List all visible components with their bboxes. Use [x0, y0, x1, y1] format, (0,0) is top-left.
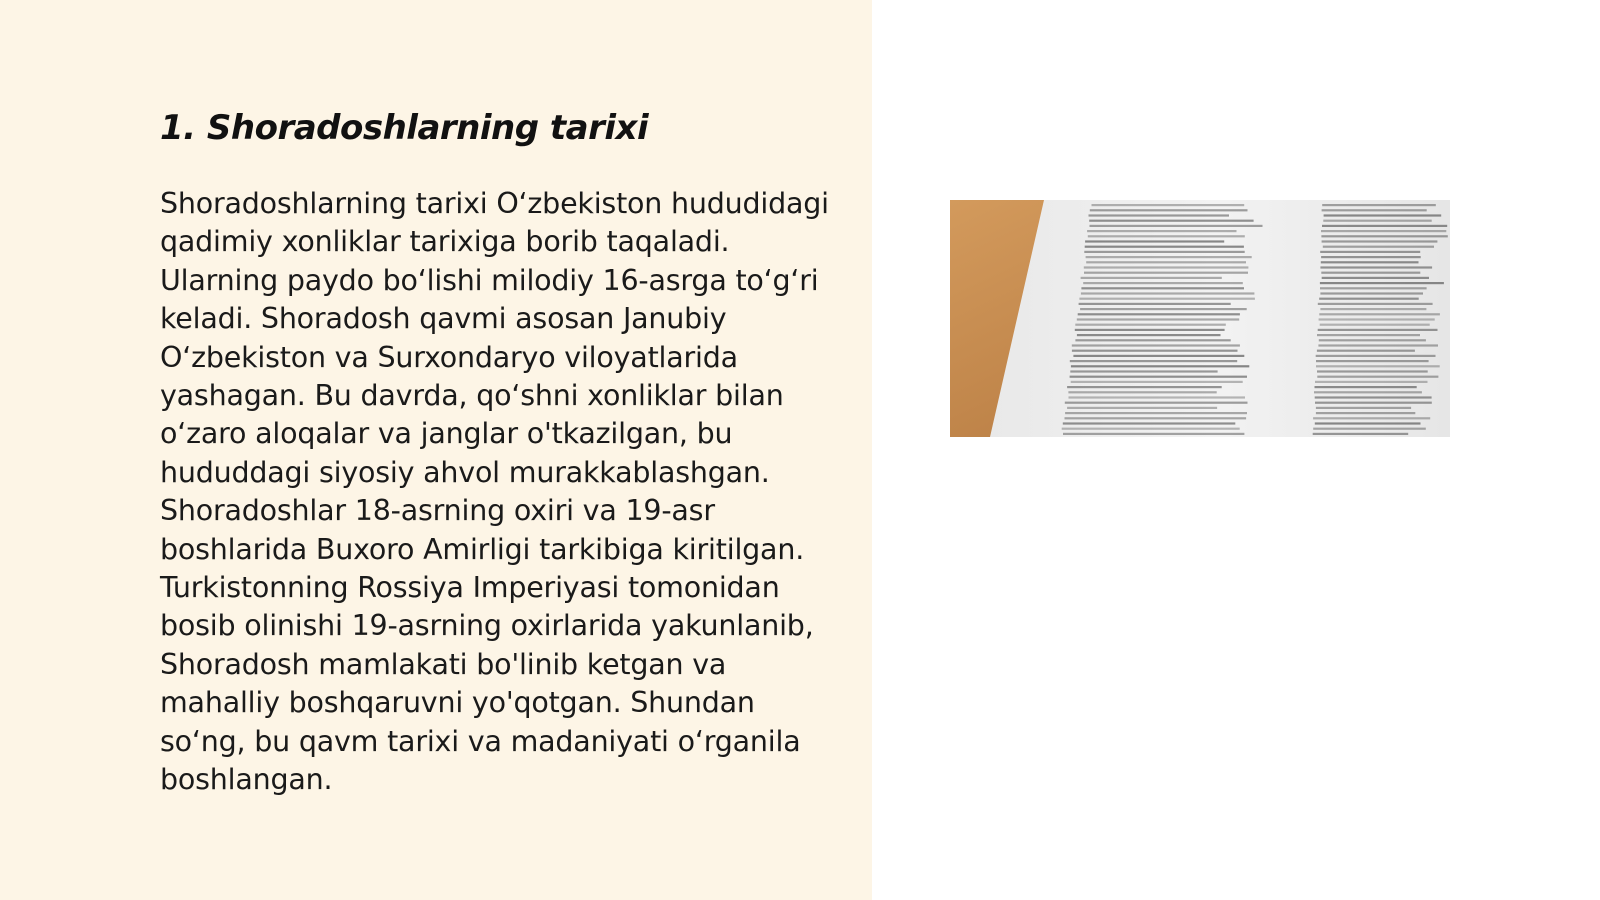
text-line	[1313, 433, 1409, 435]
text-line	[1319, 339, 1426, 341]
text-line	[1077, 318, 1239, 320]
slide-body-text: Shoradoshlarning tarixi O‘zbekiston hududidagi qadimiy xonliklar tarixiga borib taqaladi. Ularning paydo bo‘lishi milodiy 16-asrga to‘g‘ri keladi. Shoradosh qavmi asosan Janubiy O‘zbekiston va Surxondaryo viloyatlarida yashagan. Bu davrda, qo‘shni xonliklar bilan o‘zaro aloqalar va janglar o'tkazilgan, bu hududdagi siyosiy ahvol murakkablashgan. Shoradoshlar 18-asrning oxiri va 19-asr boshlarida Buxoro Amirligi tarkibiga kiritilgan. Turkistonning Rossiya Imperiyasi tomonidan bosib olinishi 19-asrning oxirlarida yakunlanib, Shoradosh mamlakati bo'linib ketgan va mahalliy boshqaruvni yo'qotgan. Shundan so‘ng, bu qavm tarixi va madaniyati o‘rganila boshlangan.	[160, 187, 829, 797]
text-line	[1320, 292, 1423, 294]
text-line	[1067, 407, 1217, 409]
text-line	[1314, 391, 1422, 393]
text-line	[1081, 292, 1255, 294]
text-line	[1083, 282, 1243, 284]
text-line	[1070, 376, 1247, 378]
text-line	[1070, 360, 1237, 362]
text-line	[1063, 422, 1236, 424]
text-line	[1079, 303, 1231, 305]
text-line	[1321, 230, 1446, 232]
text-line	[1065, 412, 1247, 414]
text-line	[1072, 344, 1240, 346]
text-line	[1315, 402, 1432, 404]
text-line	[1318, 329, 1438, 331]
text-line	[1316, 407, 1411, 409]
text-line	[1318, 344, 1438, 346]
text-line	[1084, 251, 1244, 253]
text-line	[1322, 204, 1436, 206]
text-line	[1317, 334, 1420, 336]
text-line	[1315, 422, 1421, 424]
text-line	[1075, 324, 1226, 326]
text-line	[1092, 204, 1245, 206]
text-line	[1084, 266, 1249, 268]
text-line	[1072, 350, 1238, 352]
text-line	[1316, 365, 1440, 367]
text-line	[1315, 386, 1417, 388]
text-line	[1319, 313, 1440, 315]
text-line	[1324, 214, 1442, 216]
text-line	[1075, 339, 1230, 341]
text-line	[1075, 329, 1225, 331]
text-line	[1062, 428, 1240, 430]
text-line	[1081, 287, 1244, 289]
text-line	[1065, 402, 1248, 404]
text-line	[1317, 370, 1428, 372]
text-line	[1320, 308, 1426, 310]
text-line	[1084, 272, 1248, 274]
text-line	[1319, 318, 1435, 320]
text-line	[1318, 303, 1433, 305]
text-line	[1313, 417, 1430, 419]
text-line	[1317, 376, 1438, 378]
text-line	[1079, 298, 1255, 300]
text-line	[1313, 428, 1426, 430]
text-line	[1321, 235, 1447, 237]
slide-title: 1. Shoradoshlarning tarixi	[160, 108, 649, 148]
text-line	[1077, 334, 1221, 336]
text-line	[1087, 230, 1236, 232]
text-line	[1322, 225, 1447, 227]
text-line	[1086, 261, 1246, 263]
text-line	[1315, 381, 1428, 383]
text-line	[1081, 277, 1222, 279]
text-line	[1063, 433, 1244, 435]
text-line	[1071, 381, 1243, 383]
text-line	[1073, 355, 1244, 357]
text-line	[1321, 256, 1421, 258]
text-line	[1315, 396, 1432, 398]
text-line	[1080, 308, 1247, 310]
text-line	[1320, 266, 1432, 268]
text-line	[1068, 391, 1216, 393]
text-line	[1090, 209, 1248, 211]
text-line	[1089, 220, 1253, 222]
text-line	[1319, 298, 1419, 300]
text-line	[1321, 261, 1419, 263]
text-line	[1320, 287, 1427, 289]
text-line	[1321, 272, 1420, 274]
text-line	[1088, 235, 1245, 237]
text-line	[1320, 282, 1444, 284]
text-line	[1320, 251, 1420, 253]
text-line	[1322, 209, 1427, 211]
document-photo-illustration	[950, 200, 1450, 437]
text-line	[1316, 355, 1436, 357]
text-line	[1070, 370, 1217, 372]
text-line	[1322, 240, 1438, 242]
text-line	[1067, 386, 1222, 388]
text-line	[1320, 324, 1430, 326]
text-line	[1078, 313, 1240, 315]
text-line	[1085, 246, 1244, 248]
document-photo	[950, 200, 1450, 437]
text-line	[1316, 360, 1429, 362]
text-line	[1086, 256, 1252, 258]
text-line	[1071, 365, 1249, 367]
text-line	[1323, 246, 1434, 248]
text-line	[1085, 240, 1224, 242]
text-line	[1090, 225, 1263, 227]
text-line	[1317, 350, 1415, 352]
text-line	[1069, 396, 1246, 398]
text-line	[1089, 214, 1230, 216]
text-line	[1316, 412, 1415, 414]
text-line	[1322, 277, 1429, 279]
text-line	[1065, 417, 1247, 419]
text-line	[1323, 220, 1431, 222]
